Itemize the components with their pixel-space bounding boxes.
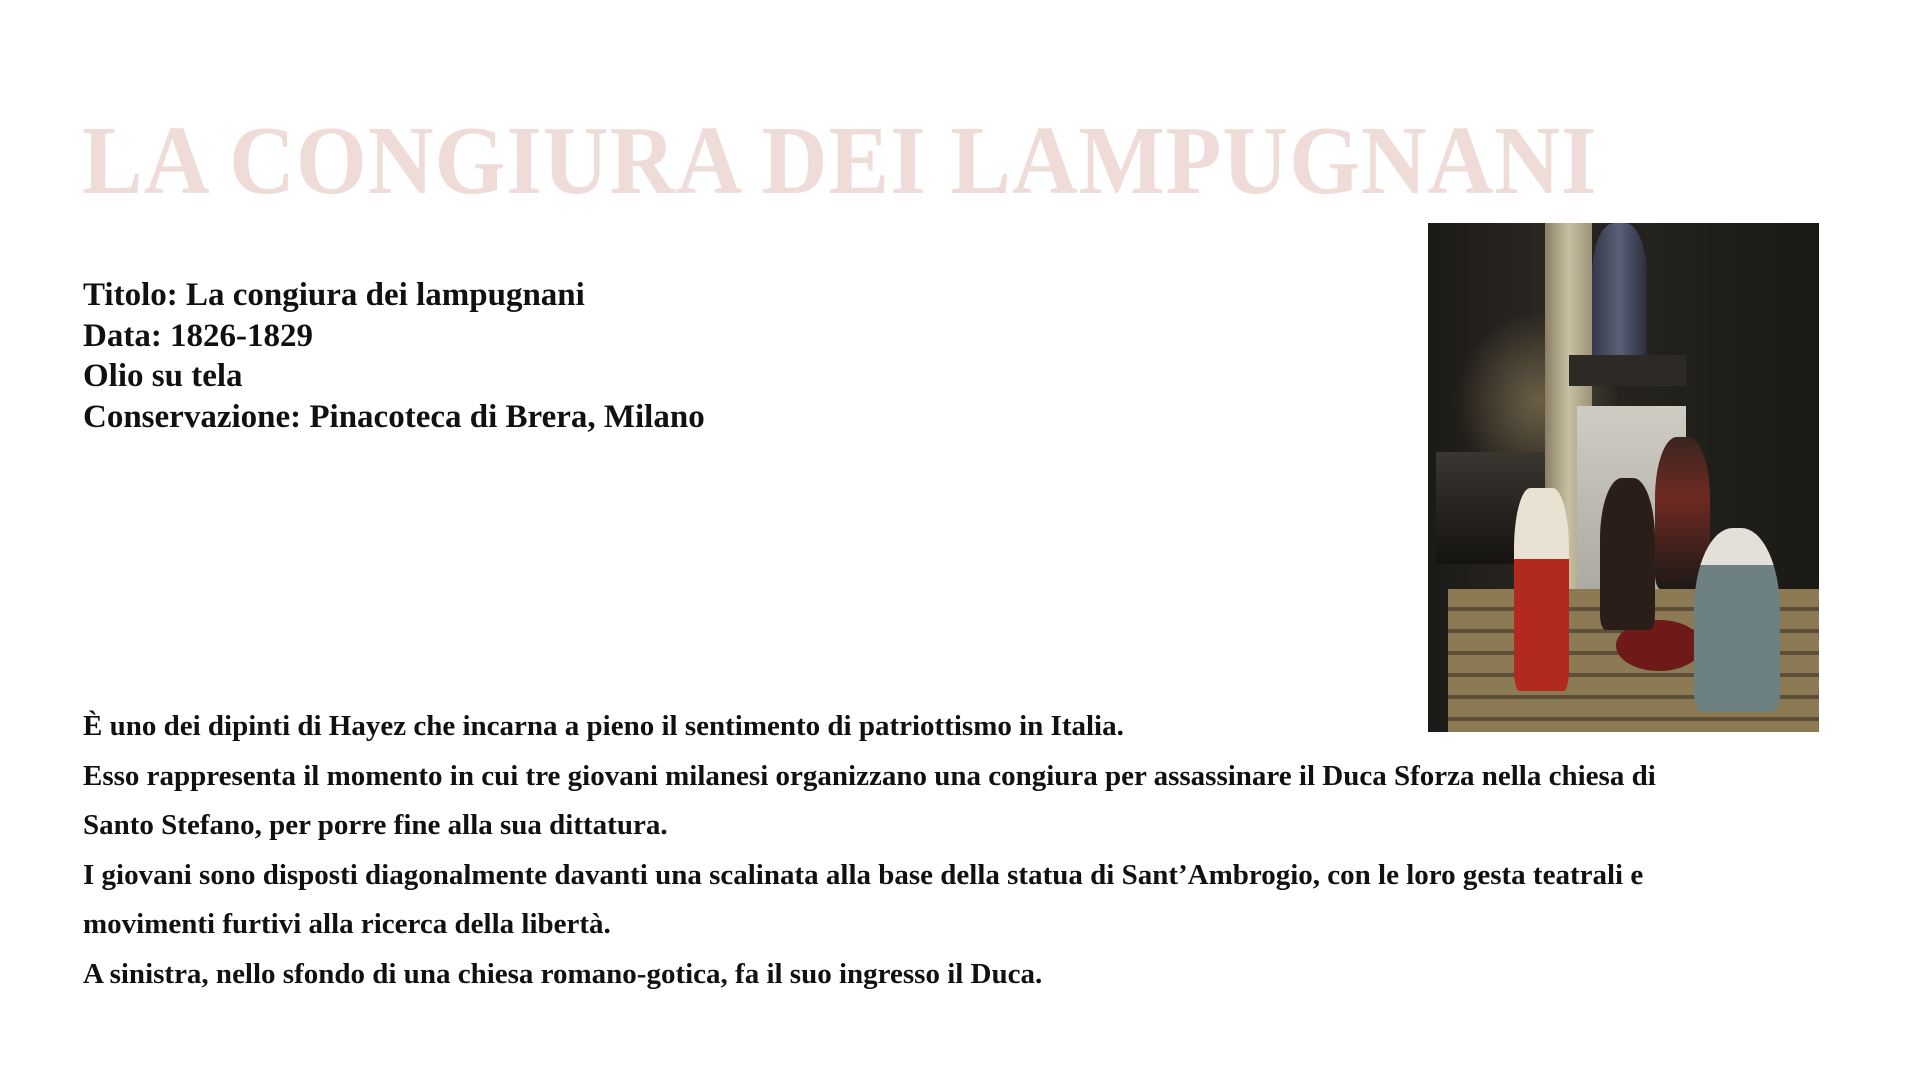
painting-ledge	[1569, 355, 1686, 386]
painting-figure	[1600, 478, 1655, 631]
info-title: Titolo: La congiura dei lampugnani	[83, 277, 585, 313]
info-medium: Olio su tela	[83, 358, 243, 394]
description-line: movimenti furtivi alla ricerca della libertà.	[83, 908, 611, 940]
description	[83, 702, 1656, 999]
painting-figure	[1514, 488, 1569, 692]
description-line: Esso rappresenta il momento in cui tre giovani milanesi organizzano una congiura per assassinare il Duca Sforza nella chiesa di	[83, 759, 1656, 792]
description-line: Santo Stefano, per porre fine alla sua dittatura.	[83, 809, 668, 841]
description-line: È uno dei dipinti di Hayez che incarna a pieno il sentimento di patriottismo in Italia.	[83, 710, 1124, 742]
description-line: A sinistra, nello sfondo di una chiesa romano-gotica, fa il suo ingresso il Duca.	[83, 957, 1043, 990]
painting-figure	[1694, 528, 1780, 711]
description-line: I giovani sono disposti diagonalmente davanti una scalinata alla base della statua di Sant’Ambrogio, con le loro gesta teatrali e	[83, 858, 1644, 891]
artwork-info	[83, 275, 705, 437]
painting-image	[1428, 223, 1819, 732]
info-date: Data: 1826-1829	[83, 317, 314, 354]
page-title: LA CONGIURA DEI LAMPUGNANI	[82, 107, 1598, 215]
info-location: Conservazione: Pinacoteca di Brera, Milano	[83, 398, 705, 435]
painting-statue	[1592, 223, 1647, 355]
